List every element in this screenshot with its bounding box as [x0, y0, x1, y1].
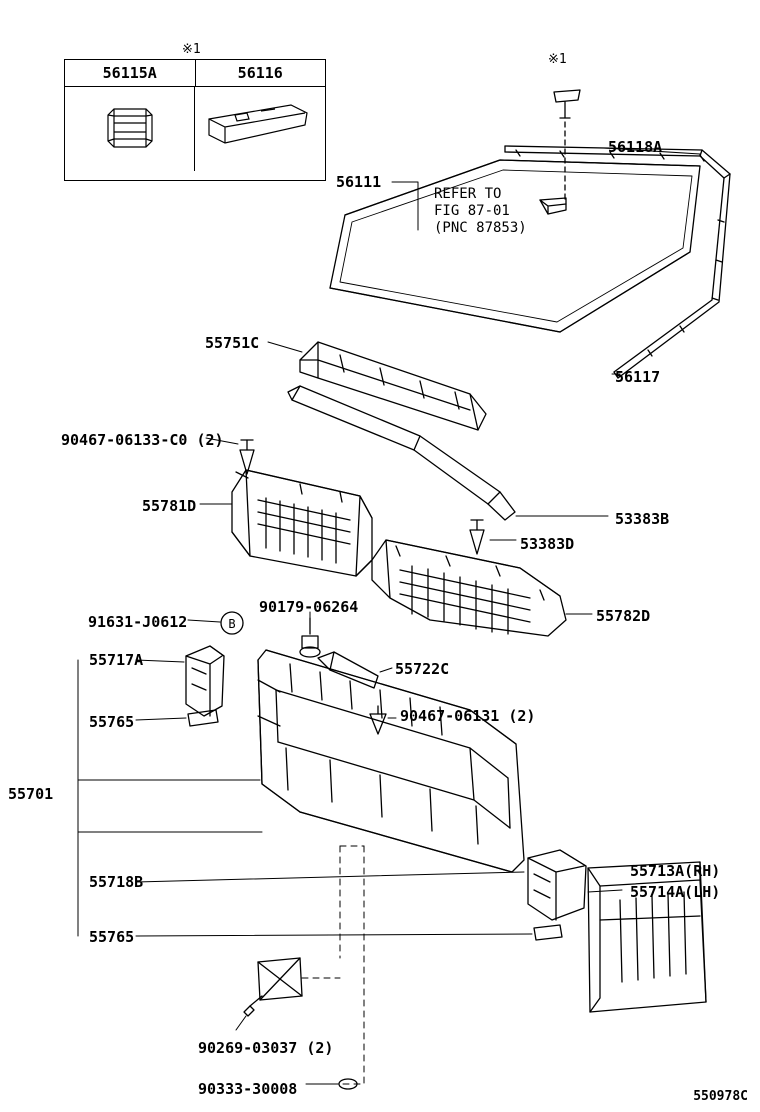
part-label-55765-lower: 55765: [89, 928, 135, 946]
clip-part-icon: [70, 89, 190, 169]
refer-to-note: [434, 186, 501, 203]
clip-90467-06133: [240, 440, 254, 474]
legend-part-image-56116: [195, 87, 325, 171]
cowl-louver-55782d: [372, 540, 566, 636]
part-label-55718b: 55718B: [89, 873, 144, 891]
plug-90333: [339, 1079, 357, 1089]
bolt-91631: [221, 612, 243, 634]
part-label-55701: 55701: [8, 785, 54, 803]
part-label-55713a-rh: 55713A(RH): [630, 862, 721, 880]
clip-53383d: [470, 520, 484, 554]
legend-table: [64, 59, 326, 181]
hose-53383b: [288, 386, 515, 520]
refer-line-2: FIG 87-01: [434, 203, 510, 219]
part-label-55722c: 55722C: [395, 660, 450, 678]
part-label-56118a: 56118A: [608, 138, 663, 156]
part-label-90333-30008: 90333-30008: [198, 1080, 298, 1098]
part-label-91631-j0612: 91631-J0612: [88, 613, 188, 631]
lower-bracket: [528, 850, 586, 920]
part-label-55751c: 55751C: [205, 334, 260, 352]
refer-to-fig: [434, 203, 510, 220]
windshield-glass: [330, 160, 700, 332]
stay-55722c: [318, 652, 378, 688]
legend-part-image-56115a: [65, 87, 195, 171]
bolt-90179: [300, 618, 320, 657]
glass-clip: [540, 198, 566, 214]
clip-90467-06131: [370, 706, 386, 734]
part-label-56111: 56111: [336, 173, 382, 191]
side-molding-56117: [614, 174, 730, 378]
svg-text:B: B: [228, 617, 236, 631]
legend-asterisk-note: ※1: [182, 42, 201, 57]
part-label-55717a: 55717A: [89, 651, 144, 669]
part-label-55781d: 55781D: [142, 497, 197, 515]
part-label-53383b: 53383B: [615, 510, 670, 528]
part-label-90467-06131: 90467-06131 (2): [400, 707, 536, 725]
part-label-90467-06133: 90467-06133-C0 (2): [61, 431, 224, 449]
legend-header-56115a: 56115A: [65, 60, 196, 86]
grommet-90269: [244, 958, 302, 1016]
part-label-90269-03037: 90269-03037 (2): [198, 1039, 334, 1057]
part-label-56117: 56117: [615, 368, 661, 386]
part-label-55714a-lh: 55714A(LH): [630, 883, 721, 901]
legend-header-56116: 56116: [237, 64, 283, 82]
cowl-louver-55781d: [232, 470, 372, 576]
refer-to-pnc: [434, 220, 527, 237]
refer-line-3: (PNC 87853): [434, 220, 527, 236]
top-clip-part: [554, 90, 580, 118]
pad-55765-lower: [534, 925, 562, 940]
molding-part-icon: [195, 89, 325, 169]
refer-line-1: REFER TO: [434, 186, 502, 202]
part-label-53383d: 53383D: [520, 535, 575, 553]
bracket-55717a: [186, 646, 224, 716]
part-label-55765-upper: 55765: [89, 713, 135, 731]
diagram-footer-code: 550978C: [693, 1089, 748, 1104]
pad-55765-upper: [188, 710, 218, 726]
top-asterisk-note: ※1: [548, 52, 567, 67]
cowl-seal-55751c: [300, 342, 486, 430]
part-label-55782d: 55782D: [596, 607, 651, 625]
part-label-90179-06264: 90179-06264: [259, 598, 359, 616]
cowl-panel-55701: [258, 650, 524, 872]
